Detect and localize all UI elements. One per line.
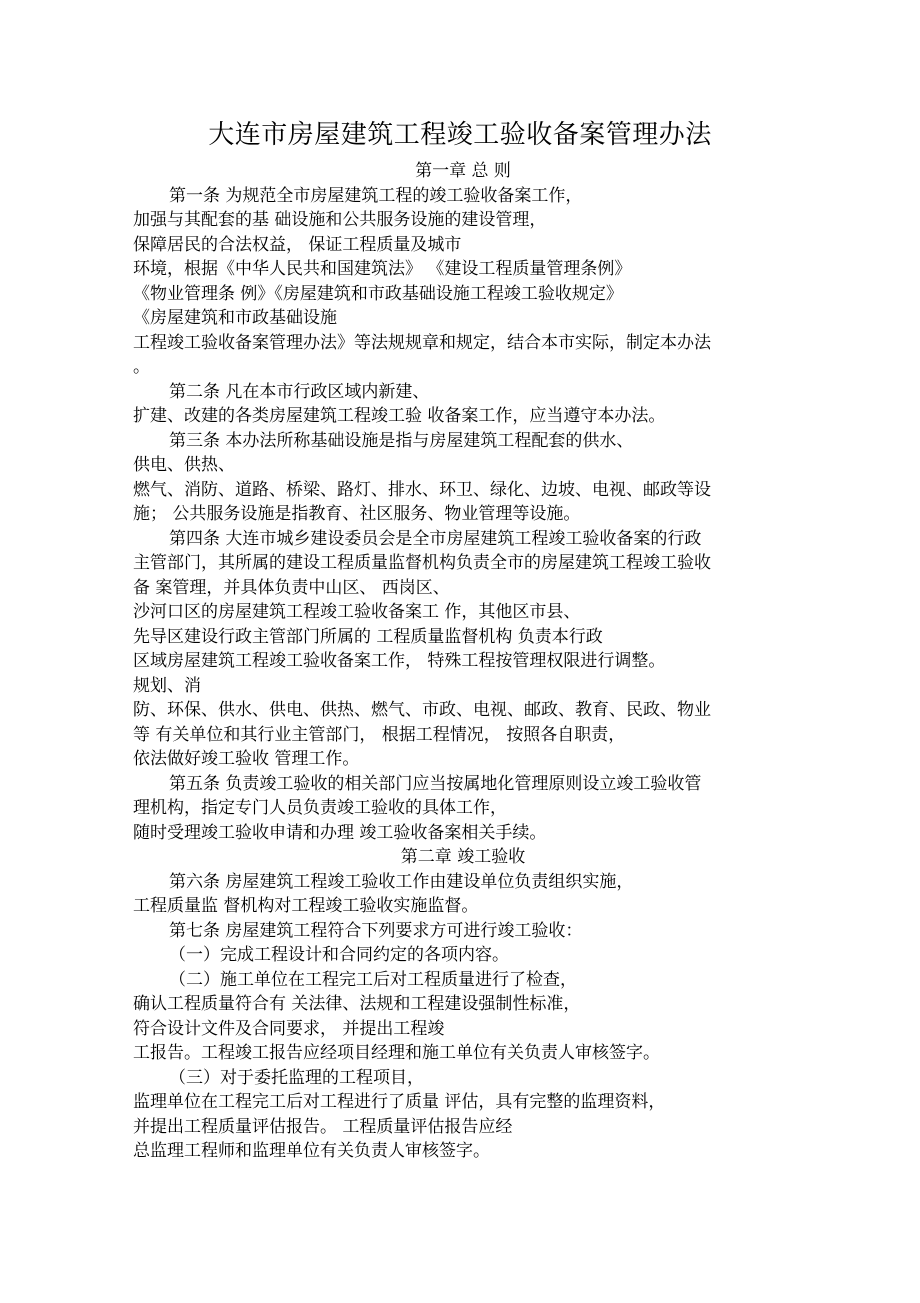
text-line: 随时受理竣工验收申请和办理 竣工验收备案相关手续。 xyxy=(133,822,547,843)
text-line: 先导区建设行政主管部门所属的 工程质量监督机构 负责本行政 xyxy=(133,626,603,647)
chapter-heading: 第二章 竣工验收 xyxy=(400,847,526,867)
article-heading-line: 第四条 大连市城乡建设委员会是全市房屋建筑工程竣工验收备案的行政 xyxy=(169,528,702,549)
text-line: 工报告。工程竣工报告应经项目经理和施工单位有关负责人审核签字。 xyxy=(133,1043,660,1063)
text-line: 理机构，指定专门人员负责竣工验收的具体工作， xyxy=(133,798,507,818)
text-line: 确认工程质量符合有 关法律、法规和工程建设强制性标准， xyxy=(133,994,581,1014)
article-heading-line: 第三条 本办法所称基础设施是指与房屋建筑工程配套的供水、 xyxy=(169,430,634,451)
text-line: 依法做好竣工验收 管理工作。 xyxy=(133,749,360,769)
article-heading-line: 第五条 负责竣工验收的相关部门应当按属地化管理原则设立竣工验收管 xyxy=(169,773,702,794)
text-line: 燃气、消防、道路、桥梁、路灯、排水、环卫、绿化、边坡、电视、邮政等设 xyxy=(133,479,711,500)
document-body xyxy=(133,159,793,1164)
text-line: 扩建、改建的各类房屋建筑工程竣工验 收备案工作，应当遵守本办法。 xyxy=(133,406,666,426)
text-line: 工程竣工验收备案管理办法》等法规规章和规定，结合本市实际，制定本办法 xyxy=(133,332,711,353)
text-line: 备 案管理，并具体负责中山区、 西岗区、 xyxy=(133,577,450,598)
text-line: 区域房屋建筑工程竣工验收备案工作， 特殊工程按管理权限进行调整。 xyxy=(133,651,666,671)
document-title: 大连市房屋建筑工程竣工验收备案管理办法 xyxy=(208,120,712,150)
article-heading-line: 第一条 为规范全市房屋建筑工程的竣工验收备案工作， xyxy=(169,185,583,206)
text-line: 符合设计文件及合同要求， 并提出工程竣 xyxy=(133,1018,445,1039)
text-line: 工程质量监 督机构对工程竣工验收实施监督。 xyxy=(133,896,479,916)
text-line: （二）施工单位在工程完工后对工程质量进行了检查， xyxy=(169,969,577,990)
article-heading-line: 第二条 凡在本市行政区域内新建、 xyxy=(169,381,430,402)
text-line: 环境，根据《中华人民共和国建筑法》 《建设工程质量管理条例》 xyxy=(133,259,632,279)
text-line: 规划、消 xyxy=(133,675,201,696)
article-heading-line: 第七条 房屋建筑工程符合下列要求方可进行竣工验收： xyxy=(169,920,583,941)
text-line: 并提出工程质量评估报告。 工程质量评估报告应经 xyxy=(133,1116,513,1137)
chapter-heading: 第一章 总 则 xyxy=(415,161,511,181)
text-line: 加强与其配套的基 础设施和公共服务设施的建设管理， xyxy=(133,210,547,230)
text-line: 总监理工程师和监理单位有关负责人审核签字。 xyxy=(133,1141,490,1161)
text-line: 主管部门，其所属的建设工程质量监督机构负责全市的房屋建筑工程竣工验收 xyxy=(133,553,711,573)
text-line: 施； 公共服务设施是指教育、社区服务、物业管理等设施。 xyxy=(133,504,581,524)
text-line: （三）对于委托监理的工程项目， xyxy=(169,1067,424,1088)
text-line: 监理单位在工程完工后对工程进行了质量 评估，具有完整的监理资料， xyxy=(133,1092,666,1112)
text-line: 保障居民的合法权益， 保证工程质量及城市 xyxy=(133,234,462,255)
text-line: 防、环保、供水、供电、供热、燃气、市政、电视、邮政、教育、民政、物业 xyxy=(133,700,711,720)
text-line: 《物业管理条 例》《房屋建筑和市政基础设施工程竣工验收规定》 xyxy=(133,283,623,304)
text-line: 。 xyxy=(133,357,150,377)
text-line: （一）完成工程设计和合同约定的各项内容。 xyxy=(169,945,509,965)
text-line: 等 有关单位和其行业主管部门， 根据工程情况， 按照各自职责， xyxy=(133,724,626,745)
text-line: 供电、供热、 xyxy=(133,455,235,475)
text-line: 《房屋建筑和市政基础设施 xyxy=(133,308,337,328)
article-heading-line: 第六条 房屋建筑工程竣工验收工作由建设单位负责组织实施， xyxy=(169,871,634,892)
text-line: 沙河口区的房屋建筑工程竣工验收备案工 作，其他区市县、 xyxy=(133,602,581,622)
